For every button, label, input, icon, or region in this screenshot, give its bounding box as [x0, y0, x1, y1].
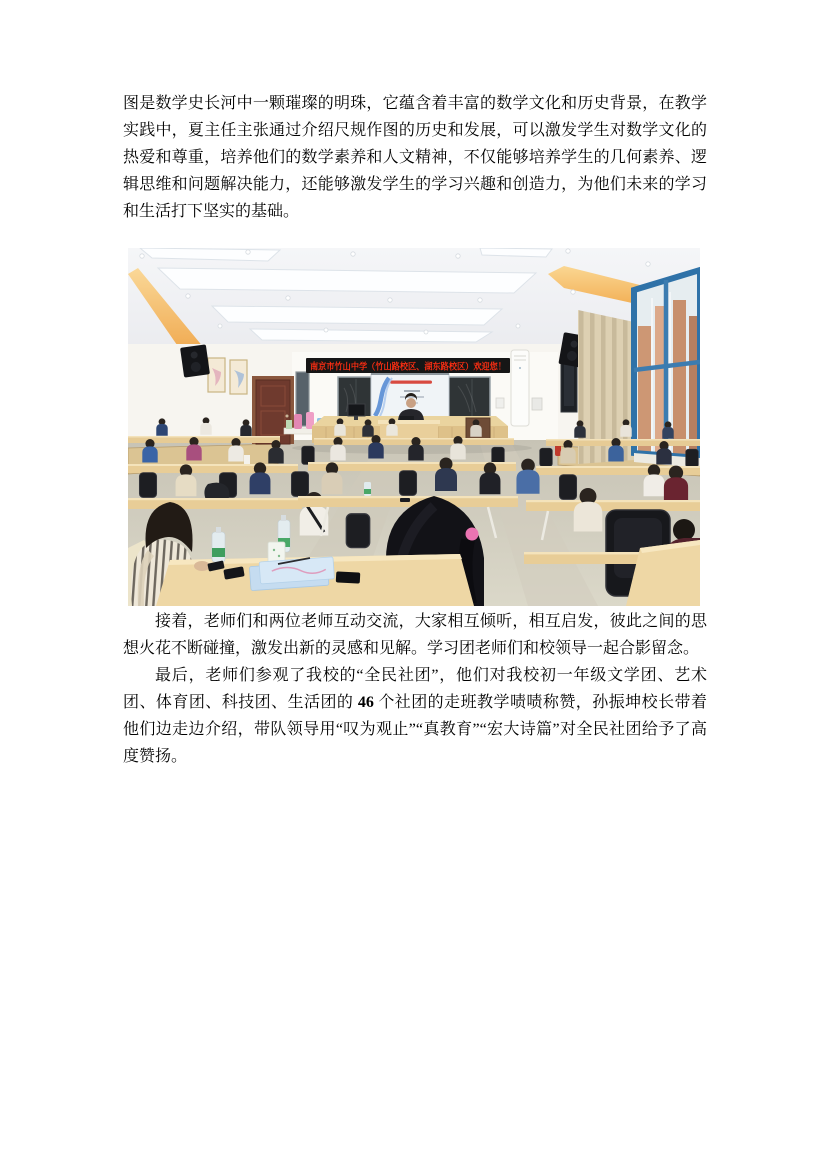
- paragraph-exchange: 接着，老师们和两位老师互动交流，大家相互倾听，相互启发，彼此之间的思想火花不断碰撞，激发出新的灵感和见解。学习团老师们和校领导一起合影留念。: [123, 613, 707, 657]
- classroom-photo: [128, 248, 700, 606]
- wall-speaker-left: [180, 344, 210, 377]
- air-conditioner: [511, 350, 529, 426]
- classroom-photo-scene: [128, 248, 700, 606]
- paragraph-block: [123, 608, 707, 770]
- wall-control-box: [532, 398, 542, 410]
- led-banner: [306, 358, 527, 373]
- paragraph-clubs: [123, 662, 707, 770]
- club-count: 46: [357, 694, 374, 711]
- led-banner-text: 南京市竹山中学（竹山路校区、湖东路校区）欢迎您！: [310, 361, 527, 372]
- light-switch-panel: [496, 398, 504, 408]
- paragraph-intro: 图是数学史长河中一颗璀璨的明珠，它蕴含着丰富的数学文化和历史背景，在教学实践中，夏主任主张通过介绍尺规作图的历史和发展，可以激发学生对数学文化的热爱和尊重，培养他们的数学素养和人文精神，不仅能够培养学生的几何素养、逻辑思维和问题解决能力，还能够激发学生的学习兴趣和创造力，为他们未来的学习和生活打下坚实的基础。: [123, 95, 707, 220]
- paragraph-clubs-text-after: 个社团的走班教学啧啧称赞，孙振坤校长带着他们边走边介绍，带队领导用“叹为观止”“真教育”“宏大诗篇”对全民社团给予了高度赞扬。: [123, 694, 707, 765]
- paragraph-clubs-text-before: 最后，老师们参观了我校的“全民社团”，他们对我校初一年级文学团、艺术团、体育团、科技团、生活团的: [123, 667, 707, 711]
- pink-scrunchie: [466, 528, 479, 541]
